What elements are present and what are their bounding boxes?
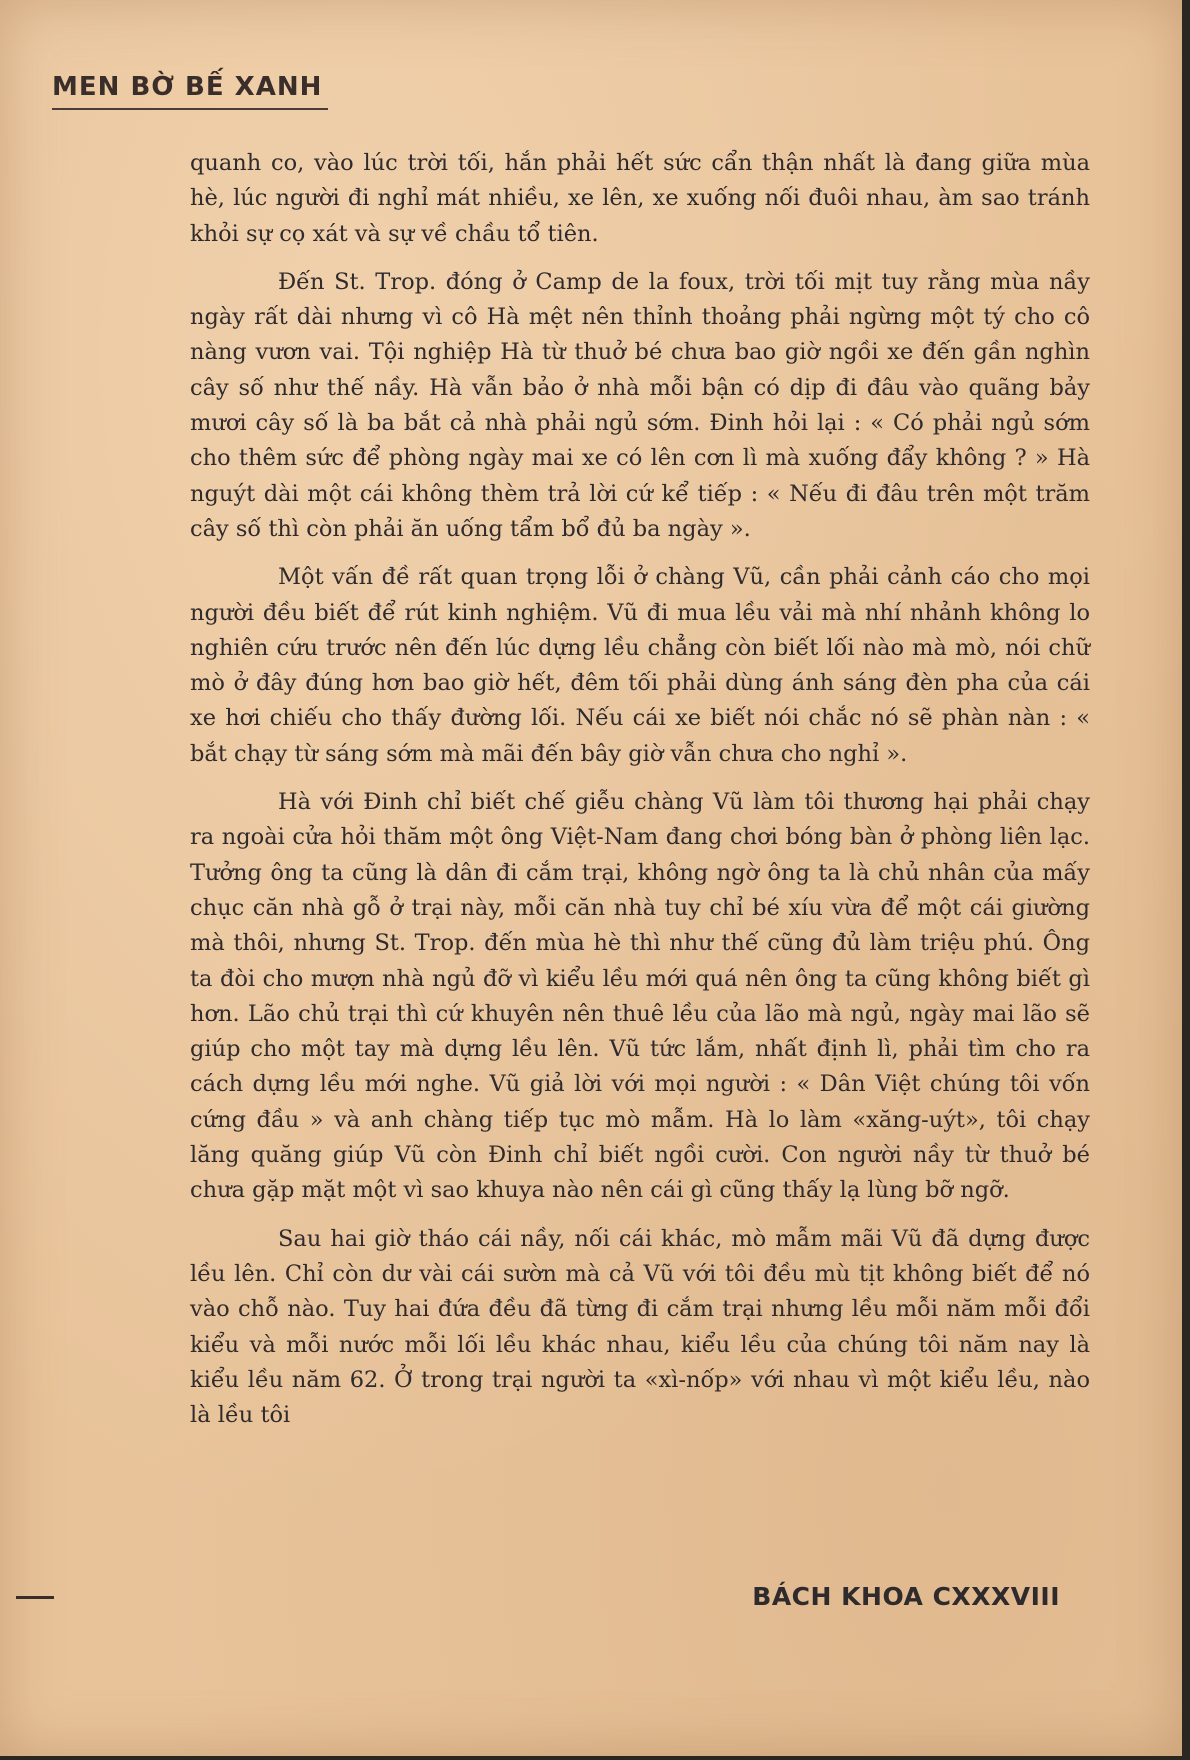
paragraph: Hà với Đinh chỉ biết chế giễu chàng Vũ làm tôi thương hại phải chạy ra ngoài cửa hỏi thăm một ông Việt-Nam đang chơi bóng bàn ở phòng liên lạc. Tưởng ông ta cũng là dân đi cắm trại, không ngờ ông ta là chủ nhân của mấy chục căn nhà gỗ ở trại này, mỗi căn nhà tuy chỉ bé xíu vừa để một cái giường mà thôi, nhưng St. Trop. đến mùa hè thì như thế cũng đủ làm triệu phú. Ông ta đòi cho mượn nhà ngủ đỡ vì kiểu lều mới quá nên ông ta cũng không biết gì hơn. Lão chủ trại thì cứ khuyên nên thuê lều của lão mà ngủ, ngày mai lão sẽ giúp cho một tay mà dựng lều lên. Vũ tức lắm, nhất định lì, phải tìm cho ra cách dựng lều mới nghe. Vũ giả lời với mọi người : « Dân Việt chúng tôi vốn cứng đầu » và anh chàng tiếp tục mò mẫm. Hà lo làm «xăng-uýt», tôi chạy lăng quăng giúp Vũ còn Đinh chỉ biết ngồi cười. Con người nầy từ thuở bé chưa gặp mặt một vì sao khuya nào nên cái gì cũng thấy lạ lùng bỡ ngỡ.: [190, 789, 1090, 1204]
article-body: [190, 146, 1090, 1446]
paragraph: quanh co, vào lúc trời tối, hắn phải hết sức cẩn thận nhất là đang giữa mùa hè, lúc người đi nghỉ mát nhiều, xe lên, xe xuống nối đuôi nhau, àm sao tránh khỏi sự cọ xát và sự về chầu tổ tiên.: [190, 150, 1090, 247]
paragraph: Một vấn đề rất quan trọng lỗi ở chàng Vũ, cần phải cảnh cáo cho mọi người đều biết để rút kinh nghiệm. Vũ đi mua lều vải mà nhí nhảnh không lo nghiên cứu trước nên đến lúc dựng lều chẳng còn biết lối nào mà mò, nói chữ mò ở đây đúng hơn bao giờ hết, đêm tối phải dùng ánh sáng đèn pha của cái xe hơi chiếu cho thấy đường lối. Nếu cái xe biết nói chắc nó sẽ phàn nàn : « bắt chạy từ sáng sớm mà mãi đến bây giờ vẫn chưa cho nghỉ ».: [190, 564, 1090, 767]
running-title: MEN BỜ BẾ XANH: [52, 72, 328, 110]
footer-dash: [16, 1596, 54, 1599]
footer-publication-title: BÁCH KHOA CXXXVIII: [752, 1582, 1060, 1611]
paragraph: Đến St. Trop. đóng ở Camp de la foux, trời tối mịt tuy rằng mùa nầy ngày rất dài nhưng vì cô Hà mệt nên thỉnh thoảng phải ngừng một tý cho cô nàng vươn vai. Tội nghiệp Hà từ thuở bé chưa bao giờ ngồi xe đến gần nghìn cây số như thế nầy. Hà vẫn bảo ở nhà mỗi bận có dịp đi đâu vào quãng bảy mươi cây số là ba bắt cả nhà phải ngủ sớm. Đinh hỏi lại : « Có phải ngủ sớm cho thêm sức để phòng ngày mai xe có lên cơn lì mà xuống đẩy không ? » Hà nguýt dài một cái không thèm trả lời cứ kể tiếp : « Nếu đi đâu trên một trăm cây số thì còn phải ăn uống tẩm bổ đủ ba ngày ».: [190, 268, 1090, 542]
paragraph: Sau hai giờ tháo cái nầy, nối cái khác, mò mẫm mãi Vũ đã dựng được lều lên. Chỉ còn dư vài cái sườn mà cả Vũ với tôi đều mù tịt không biết để nó vào chỗ nào. Tuy hai đứa đều đã từng đi cắm trại nhưng lều mỗi năm mỗi đổi kiểu và mỗi nước mỗi lối lều khác nhau, kiểu lều của chúng tôi năm nay là kiểu lều năm 62. Ở trong trại người ta «xì-nốp» với nhau vì một kiểu lều, nào là lều tôi: [190, 1225, 1090, 1429]
